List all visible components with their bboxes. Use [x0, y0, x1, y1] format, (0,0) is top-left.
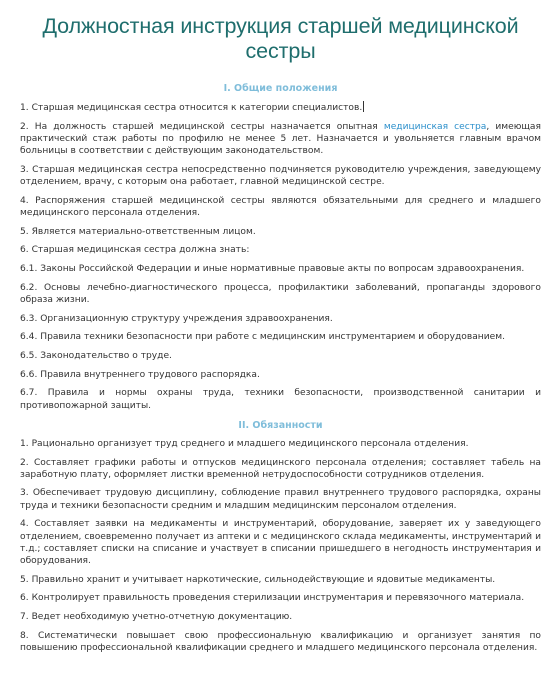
list-item: 4. Составляет заявки на медикаменты и инструментарий, оборудование, заверяет их у заведующего отделением, своевременно получает из аптеки и с медицинского склада медикаменты, инструментарий и т.д.; составляет списки на списание и участвует в списании пришедшего в негодность инструментария и оборудования. — [20, 519, 541, 566]
section-general-items — [20, 101, 541, 412]
item-text: , имеющая практический стаж работы по профилю не менее 5 лет. Назначается и увольняется главным врачом больницы в соответствии с действующим законодательством. — [20, 121, 541, 157]
list-item: 2. Составляет графики работы и отпусков медицинского персонала отделения; составляет табель на заработную плату, оформляет листки временной нетрудоспособности сотрудников отделения. — [20, 457, 541, 480]
section-duties-items — [20, 438, 541, 654]
list-item: 1. Рационально организует труд среднего и младшего медицинского персонала отделения. — [20, 438, 469, 449]
item-text: 1. Старшая медицинская сестра относится к категории специалистов. — [20, 103, 363, 113]
list-item: 6.2. Основы лечебно-диагностического процесса, профилактики заболеваний, пропаганды здорового образа жизни. — [20, 282, 541, 305]
list-item: 6.4. Правила техники безопасности при работе с медицинским инструментарием и оборудованием. — [20, 332, 505, 343]
list-item: 6.7. Правила и нормы охраны труда, техники безопасности, производственной санитарии и противопожарной защиты. — [20, 388, 541, 411]
page-title: Должностная инструкция старшей медицинской сестры — [42, 14, 519, 63]
list-item: 5. Правильно хранит и учитывает наркотические, сильнодействующие и ядовитые медикаменты. — [20, 574, 496, 585]
list-item: 3. Старшая медицинская сестра непосредственно подчиняется руководителю учреждения, заведующему отделением, врачу, с которым она работает, главной медицинской сестре. — [20, 164, 541, 188]
list-item — [20, 121, 541, 158]
nurse-link[interactable]: медицинская сестра — [383, 121, 487, 132]
section-heading-duties: II. Обязанности — [238, 419, 323, 431]
list-item — [20, 101, 541, 114]
item-text: 2. На должность старшей медицинской сестры назначается опытная — [20, 121, 384, 132]
section-heading-general: I. Общие положения — [223, 83, 338, 94]
list-item: 6.1. Законы Российской Федерации и иные нормативные правовые акты по вопросам здравоохранения. — [20, 264, 525, 275]
list-item: 6.6. Правила внутреннего трудового распорядка. — [20, 369, 260, 380]
list-item: 7. Ведет необходимую учетно-отчетную документацию. — [20, 612, 293, 623]
list-item: 3. Обеспечивает трудовую дисциплину, соблюдение правил внутреннего трудового распорядка, охраны труда и техники безопасности средним и младшим медицинским персоналом отделения. — [20, 488, 541, 511]
list-item: 4. Распоряжения старшей медицинской сестры являются обязательными для среднего и младшего медицинского персонала отделения. — [20, 195, 541, 218]
list-item: 5. Является материально-ответственным лицом. — [20, 226, 256, 237]
list-item: 6. Контролирует правильность проведения стерилизации инструментария и перевязочного материала. — [20, 593, 525, 604]
list-item: 8. Систематически повышает свою профессиональную квалификацию и организует занятия по повышению профессиональной квалификации среднего и младшего медицинского персонала отделения. — [20, 630, 541, 653]
text-cursor — [363, 101, 364, 112]
list-item: 6.5. Законодательство о труде. — [20, 351, 172, 362]
list-item: 6. Старшая медицинская сестра должна знать: — [20, 245, 250, 256]
list-item: 6.3. Организационную структуру учреждения здравоохранения. — [20, 313, 333, 324]
